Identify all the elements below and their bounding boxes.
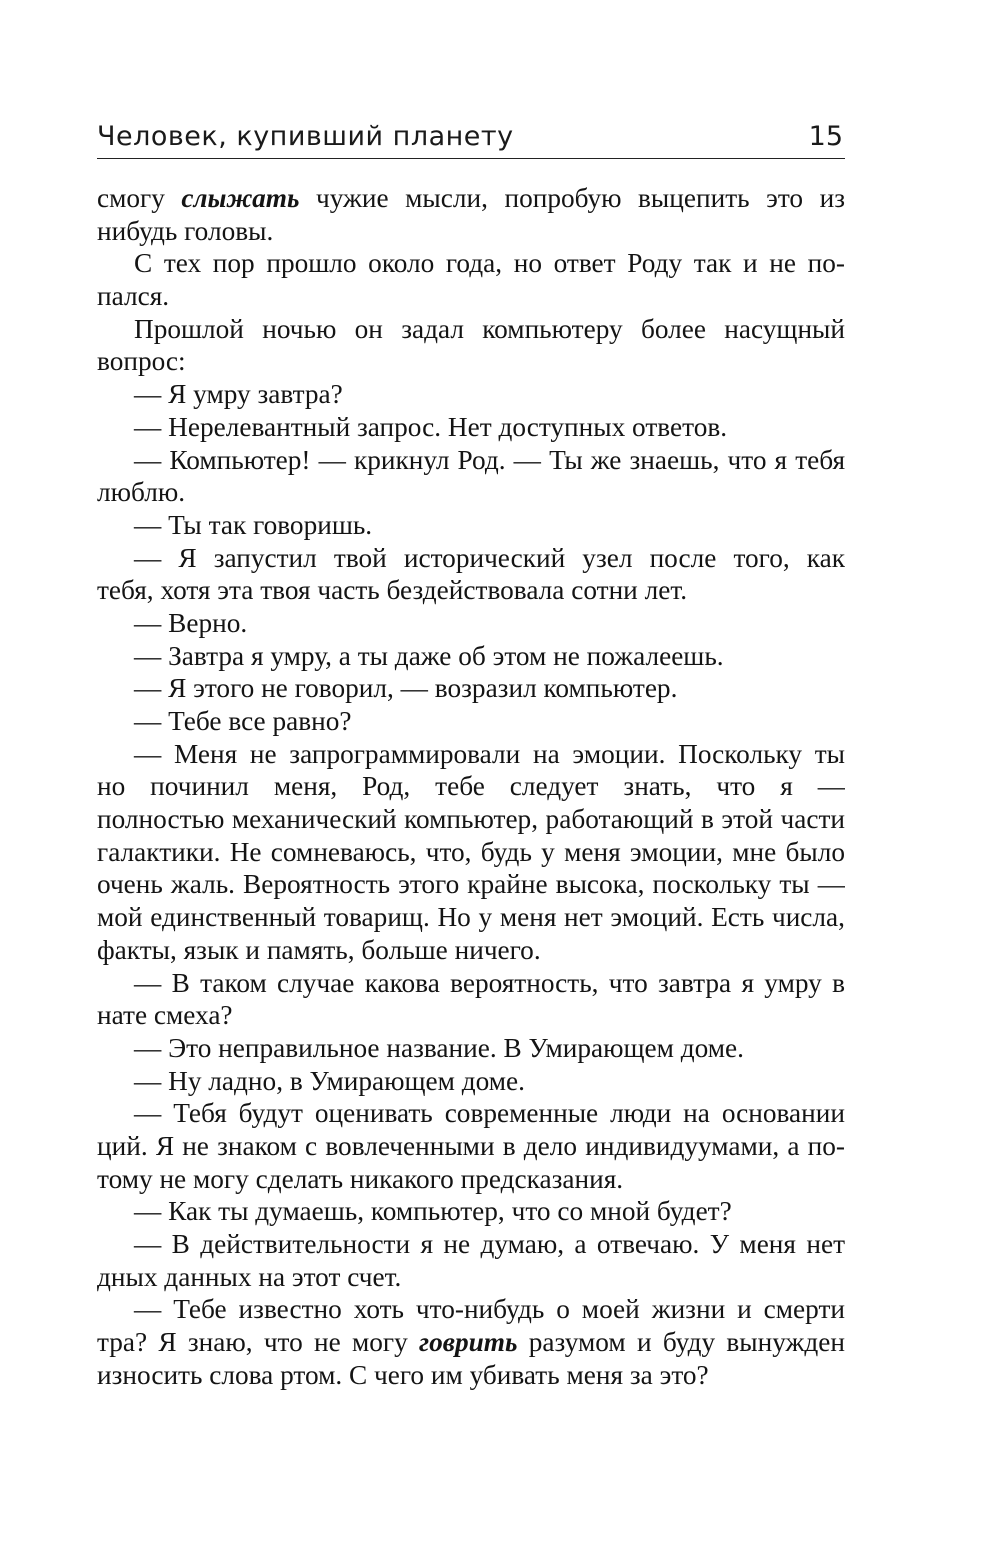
text-line: но починил меня, Род, тебе следует знать, что я —: [97, 771, 845, 802]
text-line: — Как ты думаешь, компьютер, что со мной будет?: [134, 1196, 732, 1227]
text-line: дных данных на этот счет.: [97, 1261, 402, 1292]
text-line: факты, язык и память, больше ничего.: [97, 934, 541, 965]
text-line: люблю.: [97, 477, 186, 508]
text-line: — Ты так говоришь.: [134, 509, 373, 540]
text-line: тому не могу сделать никакого предсказания.: [97, 1163, 624, 1194]
text-line: — Я умру завтра?: [134, 379, 343, 410]
italic-word: говрить: [419, 1327, 518, 1358]
text-line: полностью механический компьютер, работающий в этой части: [97, 804, 845, 835]
text-line: — Нерелевантный запрос. Нет доступных ответов.: [134, 411, 728, 442]
text-line: тра? Я знаю, что не могу говрить разумом и буду вынужден: [97, 1327, 845, 1358]
text-line: вопрос:: [97, 346, 186, 377]
text-line: — Это неправильное название. В Умирающем доме.: [134, 1032, 744, 1063]
text-line: [97, 182, 845, 215]
text-line: износить слова ртом. С чего им убивать меня за это?: [97, 1359, 709, 1390]
text-line: — Тебе все равно?: [134, 706, 352, 736]
text-line: галактики. Не сомневаюсь, что, будь у меня эмоции, мне было: [97, 836, 845, 867]
text-line: — В таком случае какова вероятность, что завтра я умру в: [134, 967, 845, 998]
text-line: — Завтра я умру, а ты даже об этом не пожалеешь.: [134, 640, 724, 671]
text-line: ций. Я не знаком с вовлеченными в дело индивидуумами, а по-: [97, 1130, 845, 1161]
text-line-end: чужие мысли, попробую выцепить это из: [316, 183, 845, 213]
text-line: — Ну ладно, в Умирающем доме.: [134, 1065, 525, 1096]
page-number: 15: [808, 121, 843, 152]
text-line: С тех пор прошло около года, но ответ Роду так и не по-: [134, 248, 845, 279]
text-line: — Тебе известно хоть что-нибудь о моей жизни и смерти: [134, 1294, 845, 1325]
text-line: очень жаль. Вероятность этого крайне высока, поскольку ты —: [97, 869, 845, 900]
text-line-start: смогу: [97, 183, 182, 213]
body-text: [97, 182, 845, 1391]
text-line: нате смеха?: [97, 1000, 233, 1031]
running-head: [97, 118, 845, 159]
text-line: Прошлой ночью он задал компьютеру более насущный: [134, 313, 845, 344]
text-line: — Я запустил твой исторический узел после того, как: [134, 542, 845, 573]
text-line: — Компьютер! — крикнул Род. — Ты же знаешь, что я тебя: [134, 444, 845, 475]
text-line: пался.: [97, 281, 170, 312]
text-line: — Я этого не говорил, — возразил компьютер.: [134, 673, 678, 704]
text-line: — Меня не запрограммировали на эмоции. Поскольку ты: [134, 738, 845, 769]
text-line: — Верно.: [134, 607, 248, 638]
text-line: — Тебя будут оценивать современные люди на основании: [134, 1098, 845, 1129]
text-line: нибудь головы.: [97, 215, 274, 246]
running-head-title: Человек, купивший планету: [97, 121, 514, 152]
text-line: тебя, хотя эта твоя часть бездействовала сотни лет.: [97, 575, 688, 606]
text-line: мой единственный товарищ. Но у меня нет эмоций. Есть числа,: [97, 902, 845, 933]
text-line: — В действительности я не думаю, а отвечаю. У меня нет: [134, 1229, 845, 1259]
italic-word: слыжать: [181, 183, 300, 213]
